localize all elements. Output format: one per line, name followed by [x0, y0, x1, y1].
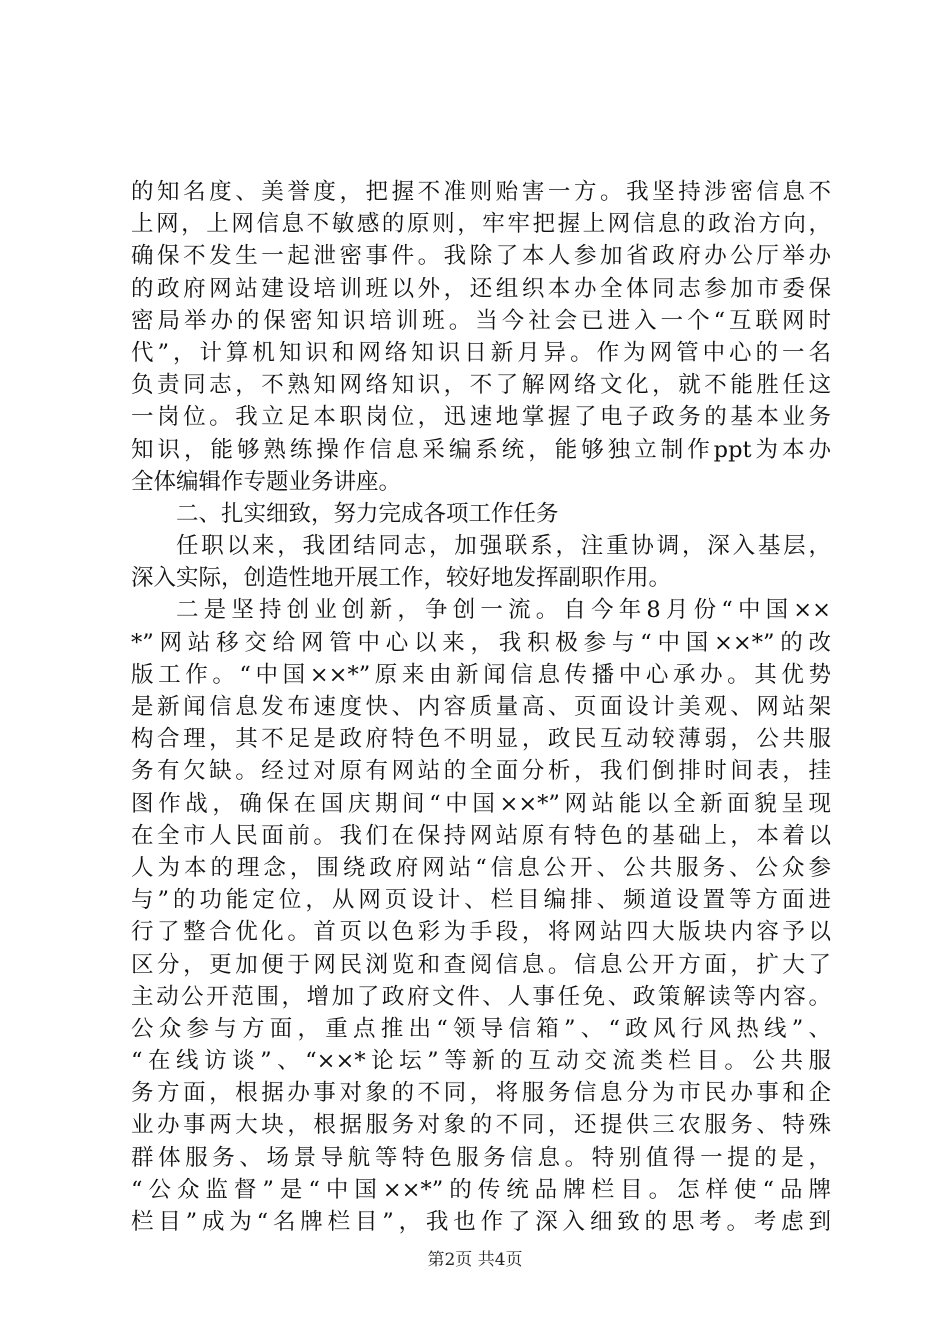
text-line: 深入实际，创造性地开展工作，较好地发挥副职作用。: [131, 565, 672, 592]
text-line: 与”的功能定位，从网页设计、栏目编排、频道设置等方面进: [131, 887, 831, 914]
text-line: 确保不发生一起泄密事件。我除了本人参加省政府办公厅举办: [131, 243, 831, 270]
text-line: 二是坚持创业创新，争创一流。自今年8月份“中国××: [176, 597, 831, 624]
text-line: *”网站移交给网管中心以来，我积极参与“中国××*”的改: [131, 629, 831, 656]
page-footer: [0, 1245, 950, 1270]
text-line: 图作战，确保在国庆期间“中国××*”网站能以全新面貌呈现: [131, 790, 831, 817]
text-line: 知识，能够熟练操作信息采编系统，能够独立制作ppt为本办: [131, 436, 831, 463]
text-line: 群体服务、场景导航等特色服务信息。特别值得一提的是，: [131, 1144, 831, 1171]
text-line: 上网，上网信息不敏感的原则，牢牢把握上网信息的政治方向，: [131, 211, 831, 238]
text-line: 密局举办的保密知识培训班。当今社会已进入一个“互联网时: [131, 307, 831, 334]
text-line: 是新闻信息发布速度快、内容质量高、页面设计美观、网站架: [131, 694, 831, 720]
text-line: 务方面，根据办事对象的不同，将服务信息分为市民办事和企: [131, 1080, 831, 1107]
text-line: 任职以来，我团结同志，加强联系，注重协调，深入基层，: [176, 533, 831, 560]
text-line: 负责同志，不熟知网络知识，不了解网络文化，就不能胜任这: [131, 372, 831, 399]
text-line: 务有欠缺。经过对原有网站的全面分析，我们倒排时间表，挂: [131, 758, 831, 785]
text-line: 业办事两大块，根据服务对象的不同，还提供三农服务、特殊: [131, 1112, 831, 1139]
text-line: 构合理，其不足是政府特色不明显，政民互动较薄弱，公共服: [131, 726, 831, 753]
body-text: [131, 176, 831, 1238]
text-line: “公众监督”是“中国××*”的传统品牌栏目。怎样使“品牌: [131, 1176, 831, 1203]
text-line: “在线访谈”、“××*论坛”等新的互动交流类栏目。公共服: [131, 1048, 831, 1075]
text-line: 全体编辑作专题业务讲座。: [131, 468, 402, 495]
text-line: 主动公开范围，增加了政府文件、人事任免、政策解读等内容。: [131, 983, 831, 1010]
text-line: 一岗位。我立足本职岗位，迅速地掌握了电子政务的基本业务: [131, 404, 831, 431]
text-line: 在全市人民面前。我们在保持网站原有特色的基础上，本着以: [131, 822, 831, 849]
text-line: 代”，计算机知识和网络知识日新月异。作为网管中心的一名: [131, 339, 831, 366]
text-line: 栏目”成为“名牌栏目”，我也作了深入细致的思考。考虑到: [131, 1209, 831, 1235]
section-heading: 二、扎实细致，努力完成各项工作任务: [176, 500, 559, 527]
text-line: 行了整合优化。首页以色彩为手段，将网站四大版块内容予以: [131, 919, 831, 946]
text-line: 的知名度、美誉度，把握不准则贻害一方。我坚持涉密信息不: [131, 179, 831, 205]
text-line: 版工作。“中国××*”原来由新闻信息传播中心承办。其优势: [131, 661, 831, 688]
text-line: 人为本的理念，围绕政府网站“信息公开、公共服务、公众参: [131, 854, 831, 881]
text-line: 的政府网站建设培训班以外，还组织本办全体同志参加市委保: [131, 275, 831, 302]
text-line: 区分，更加便于网民浏览和查阅信息。信息公开方面，扩大了: [131, 951, 831, 978]
text-line: 公众参与方面，重点推出“领导信箱”、“政风行风热线”、: [131, 1015, 831, 1042]
page-number-label: 第2页 共4页: [427, 1250, 523, 1270]
